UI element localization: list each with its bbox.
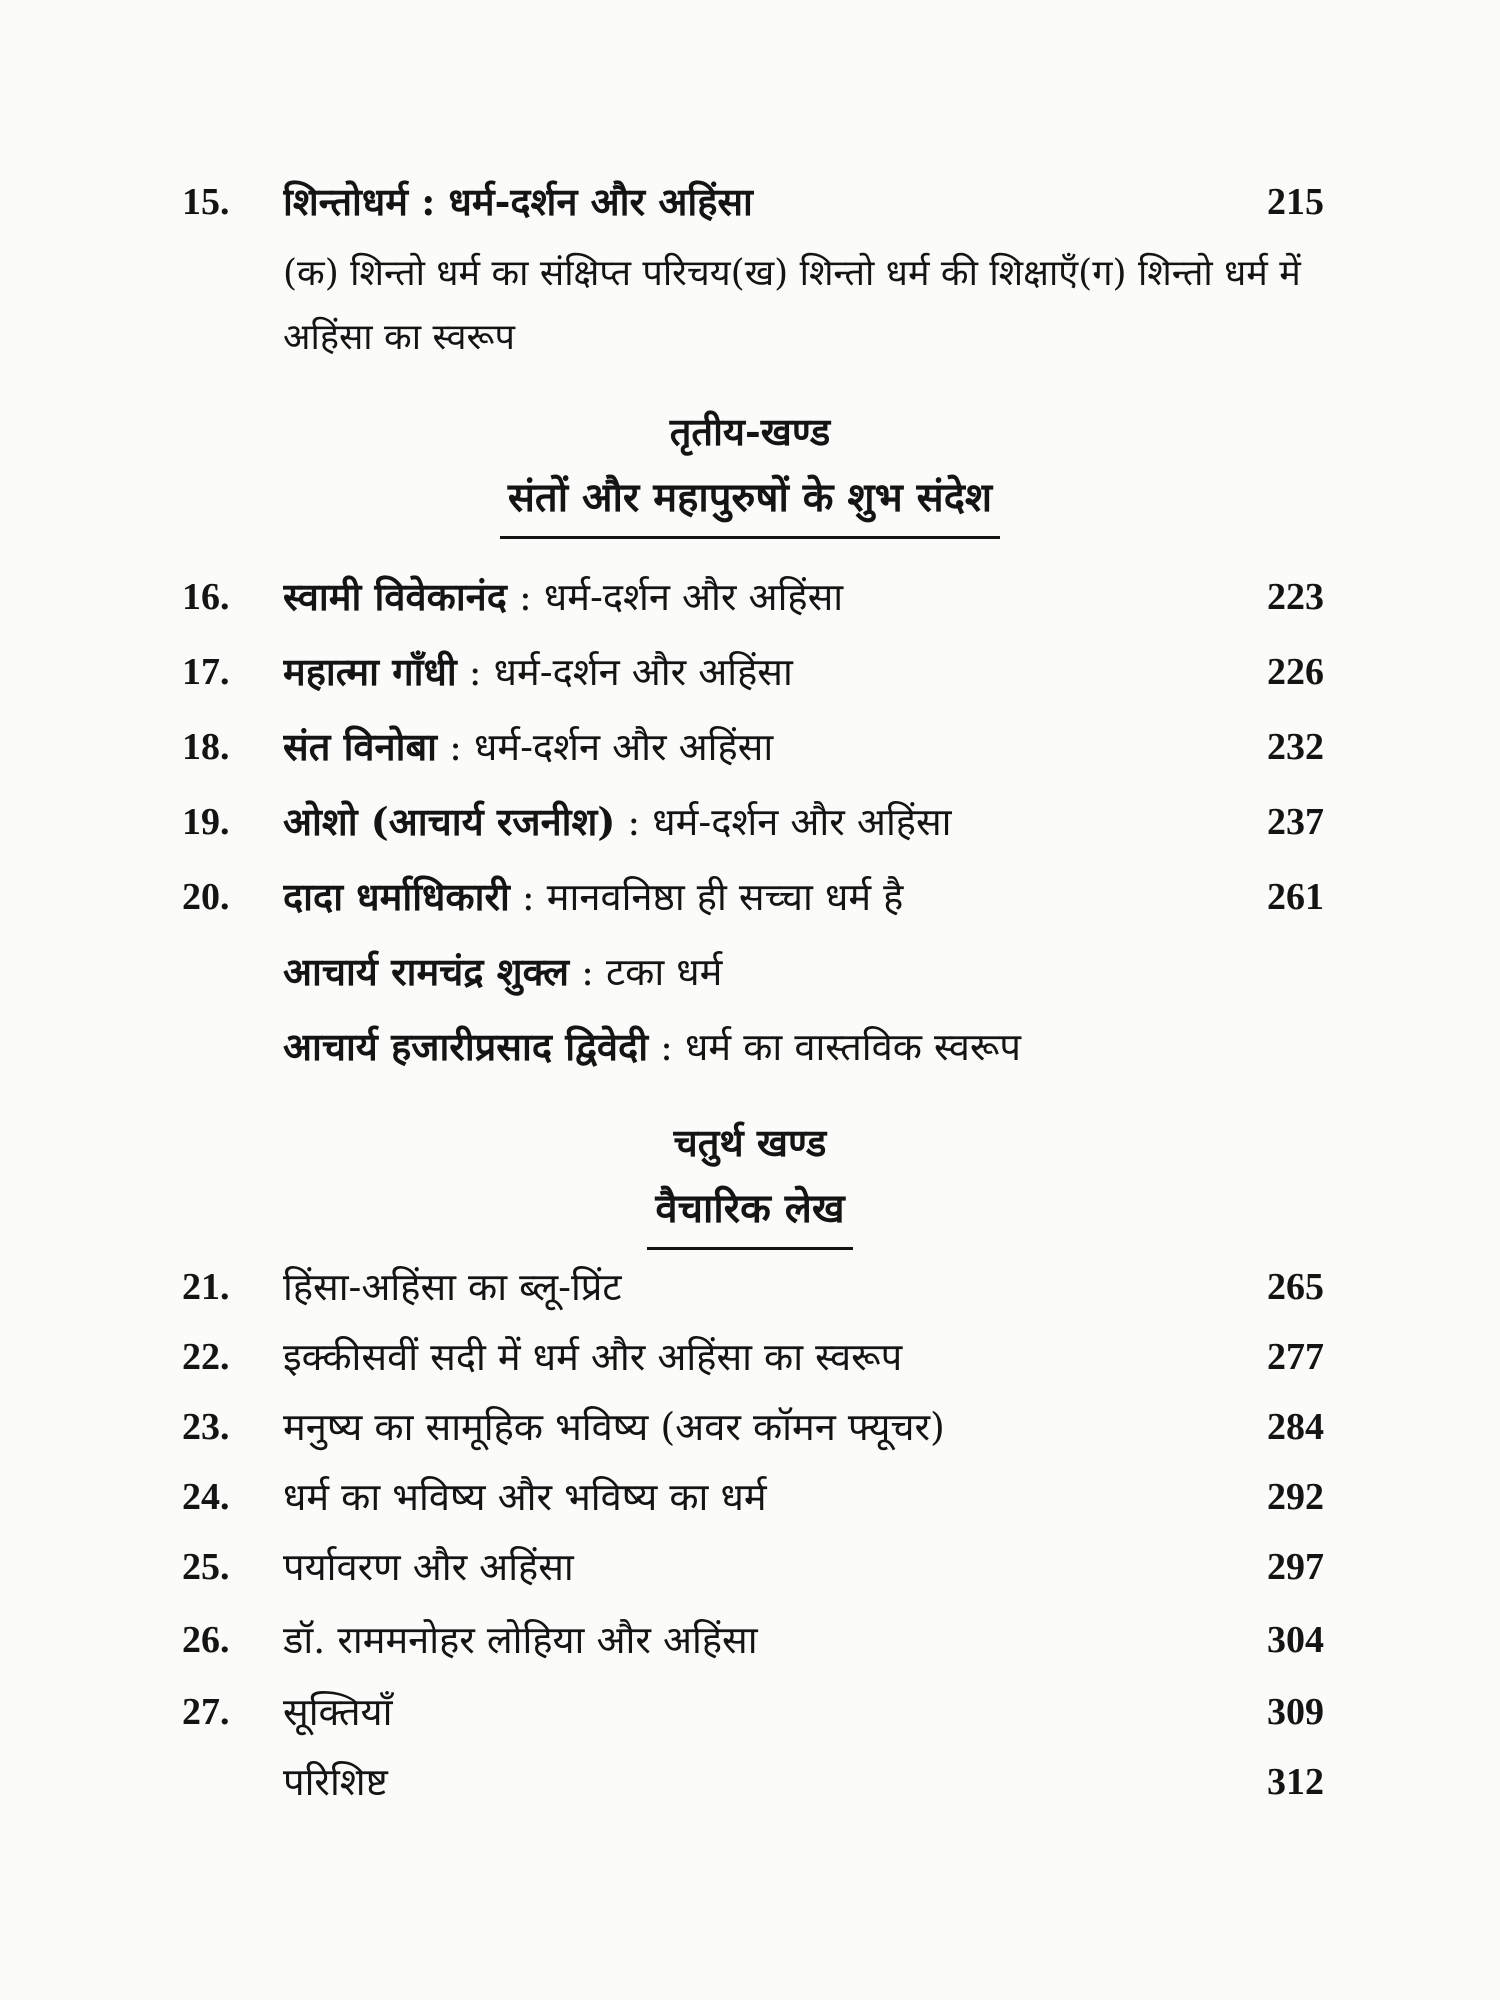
entry-subtitle: : धर्म-दर्शन और अहिंसा — [615, 800, 952, 844]
entry-title — [283, 717, 1263, 777]
entry-number: 27. — [182, 1691, 230, 1733]
section-4-title — [0, 1177, 1500, 1250]
section-3-title — [0, 466, 1500, 539]
toc-entry-21 — [0, 1257, 1500, 1317]
entry-title: डॉ. राममनोहर लोहिया और अहिंसा — [283, 1618, 758, 1662]
entry-15-description: (क) शिन्तो धर्म का संक्षिप्त परिचय(ख) शिन्तो धर्म की शिक्षाएँ(ग) शिन्तो धर्म में अहिंसा का स्वरूप — [283, 253, 1301, 358]
entry-number: 22. — [182, 1336, 230, 1378]
entry-title: परिशिष्ट — [283, 1760, 388, 1804]
section-4-title-text: वैचारिक लेख — [647, 1177, 852, 1250]
toc-entry-16 — [0, 567, 1500, 627]
entry-name: आचार्य हजारीप्रसाद द्विवेदी — [283, 1024, 649, 1069]
entry-subtitle: : धर्म-दर्शन और अहिंसा — [506, 575, 844, 619]
toc-entry-25 — [0, 1537, 1500, 1597]
entry-title — [283, 642, 1263, 702]
entry-name: महात्मा गाँधी — [283, 649, 457, 694]
entry-number: 19. — [182, 801, 230, 843]
toc-appendix — [0, 1752, 1500, 1812]
entry-page: 237 — [1267, 801, 1324, 843]
entry-number: 25. — [182, 1546, 230, 1588]
entry-number: 16. — [182, 576, 230, 618]
entry-page: 312 — [1267, 1761, 1324, 1803]
entry-title: सूक्तियाँ — [283, 1690, 393, 1734]
section-3-title-text: संतों और महापुरुषों के शुभ संदेश — [500, 466, 1000, 539]
entry-subtitle: : मानवनिष्ठा ही सच्चा धर्म है — [509, 875, 904, 919]
toc-entry-15 — [0, 172, 1500, 232]
entry-subtitle: : टका धर्म — [569, 950, 723, 994]
entry-title-text: शिन्तोधर्म : धर्म-दर्शन और अहिंसा — [283, 179, 753, 224]
entry-number: 18. — [182, 726, 230, 768]
entry-page: 309 — [1267, 1691, 1324, 1733]
entry-page: 297 — [1267, 1546, 1324, 1588]
entry-number: 24. — [182, 1476, 230, 1518]
entry-number: 15. — [182, 181, 230, 223]
entry-subtitle: : धर्म-दर्शन और अहिंसा — [437, 725, 774, 769]
entry-title — [283, 172, 1263, 232]
entry-title: धर्म का भविष्य और भविष्य का धर्म — [283, 1475, 767, 1519]
toc-entry-22 — [0, 1327, 1500, 1387]
entry-title: इक्कीसवीं सदी में धर्म और अहिंसा का स्वरूप — [283, 1335, 903, 1379]
toc-entry-18 — [0, 717, 1500, 777]
entry-page: 265 — [1267, 1266, 1324, 1308]
entry-title — [283, 567, 1263, 627]
entry-name: स्वामी विवेकानंद — [283, 574, 507, 619]
entry-number: 17. — [182, 651, 230, 693]
entry-page: 277 — [1267, 1336, 1324, 1378]
entry-title: पर्यावरण और अहिंसा — [283, 1545, 574, 1589]
entry-page: 215 — [1267, 181, 1324, 223]
entry-number: 23. — [182, 1406, 230, 1448]
entry-title: मनुष्य का सामूहिक भविष्य (अवर कॉमन फ्यूचर) — [283, 1405, 945, 1449]
entry-page: 304 — [1267, 1619, 1324, 1661]
section-3-label: तृतीय-खण्ड — [669, 409, 831, 454]
entry-page: 226 — [1267, 651, 1324, 693]
entry-number: 26. — [182, 1619, 230, 1661]
toc-entry-17 — [0, 642, 1500, 702]
toc-subentry — [0, 942, 1500, 1002]
section-4-label: चतुर्थ खण्ड — [673, 1120, 827, 1165]
toc-entry-27 — [0, 1682, 1500, 1742]
entry-subtitle: : धर्म-दर्शन और अहिंसा — [456, 650, 793, 694]
entry-number: 21. — [182, 1266, 230, 1308]
entry-page: 292 — [1267, 1476, 1324, 1518]
entry-name: संत विनोबा — [283, 724, 438, 769]
entry-page: 261 — [1267, 876, 1324, 918]
entry-name: आचार्य रामचंद्र शुक्ल — [283, 949, 570, 994]
entry-subtitle: : धर्म का वास्तविक स्वरूप — [648, 1025, 1021, 1069]
toc-subentry — [0, 1017, 1500, 1077]
entry-title — [283, 792, 1263, 852]
toc-entry-19 — [0, 792, 1500, 852]
entry-name: दादा धर्माधिकारी — [283, 874, 510, 919]
toc-entry-26 — [0, 1610, 1500, 1670]
entry-page: 284 — [1267, 1406, 1324, 1448]
entry-page: 232 — [1267, 726, 1324, 768]
entry-title — [283, 942, 1263, 1002]
toc-entry-23 — [0, 1397, 1500, 1457]
toc-entry-24 — [0, 1467, 1500, 1527]
entry-number: 20. — [182, 876, 230, 918]
entry-title — [283, 1017, 1263, 1077]
toc-entry-20 — [0, 867, 1500, 927]
entry-name: ओशो (आचार्य रजनीश) — [283, 799, 616, 844]
entry-title: हिंसा-अहिंसा का ब्लू-प्रिंट — [283, 1265, 622, 1309]
entry-title — [283, 867, 1263, 927]
entry-page: 223 — [1267, 576, 1324, 618]
